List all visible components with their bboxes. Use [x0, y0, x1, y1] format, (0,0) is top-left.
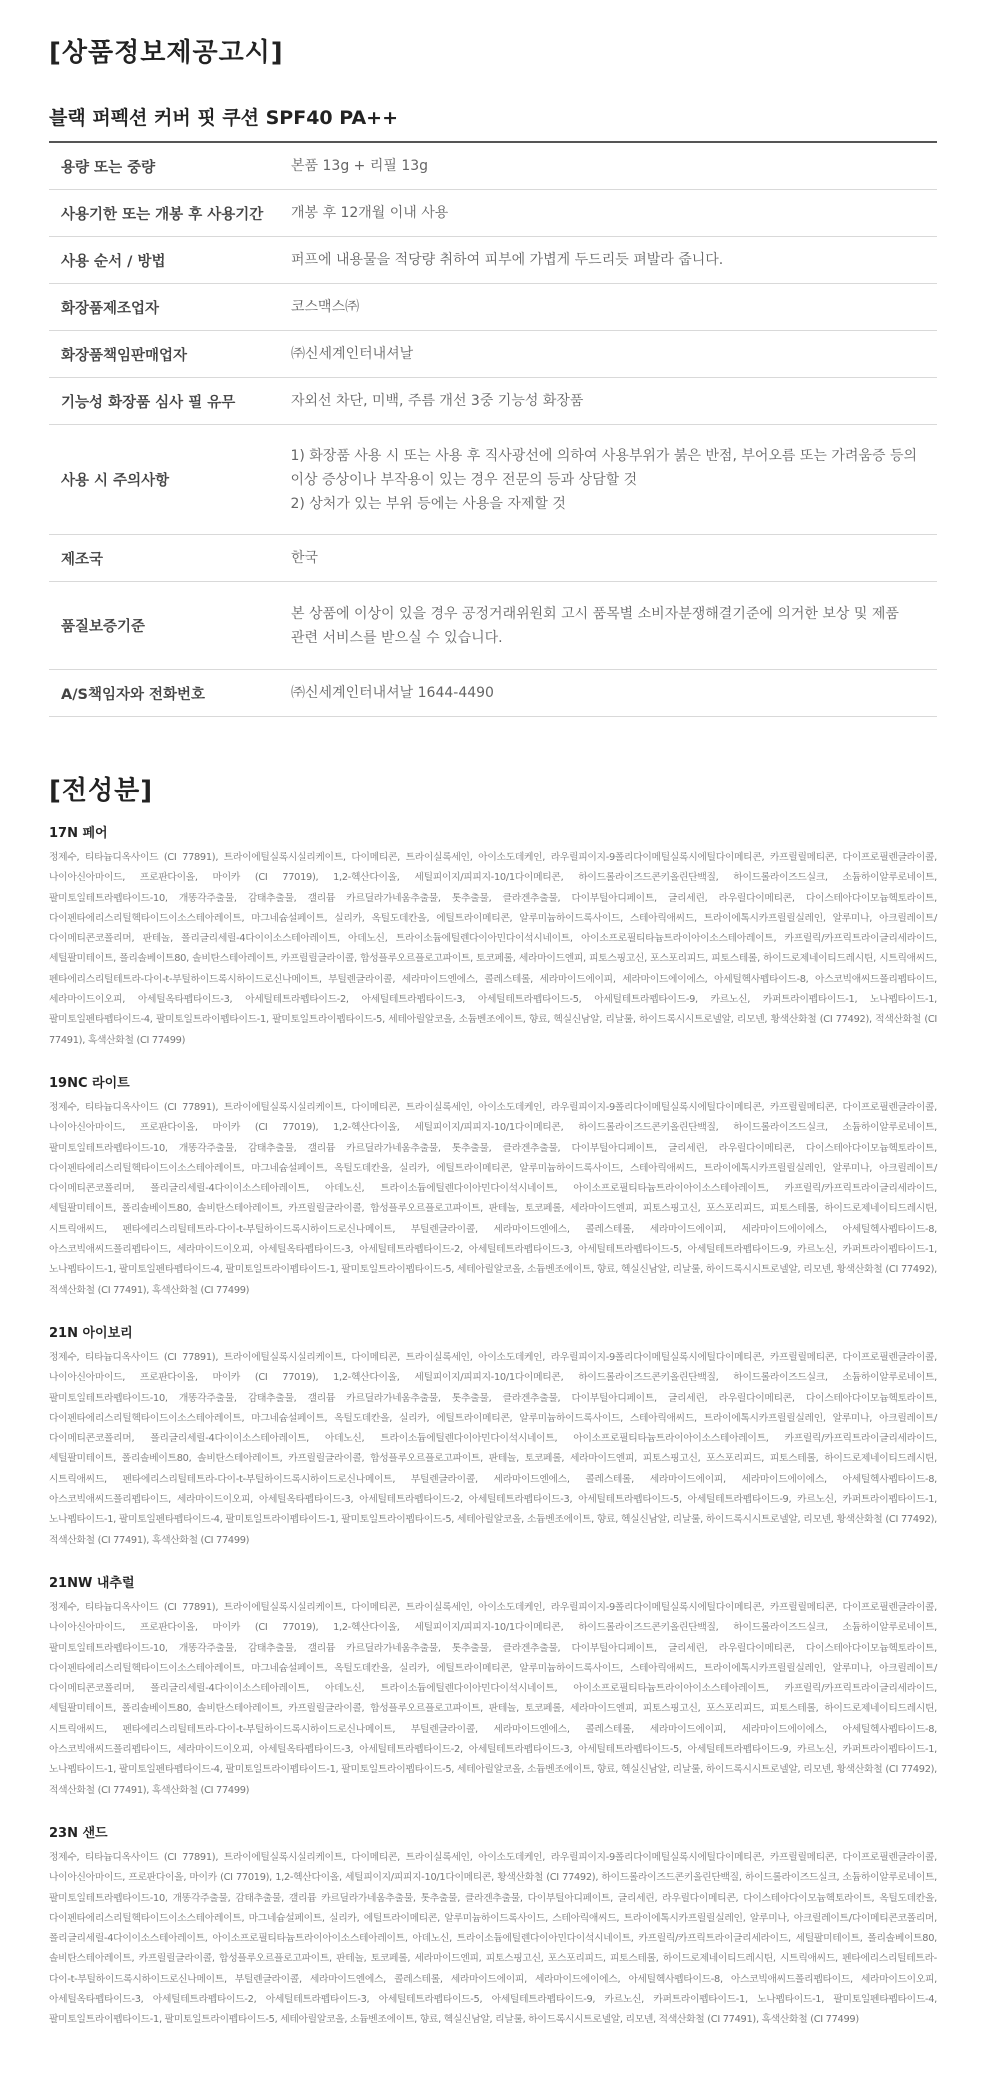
- value-line: 자외선 차단, 미백, 주름 개선 3중 기능성 화장품: [291, 393, 584, 409]
- value-line: 퍼프에 내용물을 적당량 취하여 피부에 가볍게 두드리듯 펴발라 줍니다.: [291, 252, 724, 268]
- value-line: 이상 증상이나 부작용이 있는 경우 전문의 등과 상담할 것: [290, 471, 638, 488]
- shade-name: 17N 페어: [49, 826, 108, 841]
- info-row-value: [279, 295, 937, 319]
- info-row-label: 사용 순서 / 방법: [61, 253, 166, 270]
- ingredient-list: 정제수, 티타늄디옥사이드 (CI 77891), 트라이에틸실록시실리케이트, 다이메티콘, 트라이실록세인, 아이소도데케인, 라우릴피이지-9폴리다이메틸실록시에틸다이메티콘, 카프릴릴메티콘, 다이프로필렌글라이콜, 나이아신아마이드, 프로판다이올, 마이카 (CI 77019), 1,2-헥산다이올, 세틸피이지/피피지-10/1다이메티콘, 하이드롤라이즈드콘키올린단백질, 하이드롤라이즈드실크, 소듐하이알루로네이트, 팔미토일테트라펩타이드-10, 개똥각주출물, 감태추출물, 갤리뮴 카르딜라가네움추출물, 톳추출물, 클라겐추출물, 다이부틸아디페이트, 글리세린, 라우릴다이메티콘, 다이스테아다이모늄헥토라이트, 다이펜타에리스리틸헥타이드이소스테아레이트, 마그네슘설페이트, 실리카, 옥틸도데칸올, 에틸트라이메티콘, 알루미늄하이드록사이드, 스테아릭애씨드, 트라이에톡시카프릴릴실레인, 알루미나, 아크릴레이트/다이메티콘코폴리머, 판테놀, 폴리글리세릴-4다이이소스테아레이트, 아데노신, 트라이소듐에틸렌다이아민다이석시네이트, 아이소프로필티타늄트라이아이소스테아레이트, 카프릴릭/카프릭트라이글리세라이드, 세틸팔미테이트, 폴리솔베이트80, 솔비탄스테아레이트, 카프릴릴글라이콜, 합성플루오르플로고파이트, 토코페롤, 세라마이드엔피, 피토스핑고신, 포스포리피드, 피토스테롤, 하이드로제네이티드레시틴, 시트릭애씨드, 펜타에리스리틸테트라-다이-t-부틸하이드록시하이드로신나메이트, 부틸렌글라이콜, 세라마이드엔에스, 콜레스테롤, 세라마이드에이피, 세라마이드에이에스, 아세틸헥사펩타이드-8, 아스코빅애씨드폴리펩타이드, 세라마이드이오피, 아세틸옥타펩타이드-3, 아세틸테트라펩타이드-2, 아세틸테트라펩타이드-3, 아세틸테트라펩타이드-5, 아세틸테트라펩타이드-9, 카르노신, 카퍼트라이펩타이드-1, 노나펩타이드-1, 팔미토일펜타펩타이드-4, 팔미토일트라이펩타이드-1, 팔미토일트라이펩타이드-5, 세테아릴알코올, 소듐벤조에이트, 향료, 헥실신남알, 리날룰, 하이드록시시트로넬알, 리모넨, 황색산화철 (CI 77492), 적색산화철 (CI 77491), 흑색산화철 (CI 77499): [49, 852, 937, 1046]
- info-row-warranty: [49, 582, 937, 670]
- shade-name: 19NC 라이트: [49, 1076, 130, 1091]
- info-row-caution: [49, 425, 937, 535]
- info-row-usage: [49, 237, 937, 284]
- info-row-origin: [49, 535, 937, 582]
- info-row-value: [279, 342, 937, 366]
- info-row-manufacturer: [49, 284, 937, 331]
- product-info-table: [49, 141, 937, 717]
- ingredient-list: 정제수, 티타늄디옥사이드 (CI 77891), 트라이에틸실록시실리케이트, 다이메티콘, 트라이실록세인, 아이소도데케인, 라우릴피이지-9폴리다이메틸실록시에틸다이메티콘, 카프릴릴메티콘, 다이프로필렌글라이콜, 나이아신아마이드, 프로판다이올, 마이카 (CI 77019), 1,2-헥산다이올, 세틸피이지/피피지-10/1다이메티콘, 황색산화철 (CI 77492), 하이드롤라이즈드콘키올린단백질, 하이드롤라이즈드실크, 소듐하이알루로네이트, 팔미토일테트라펩타이드-10, 개똥각주출물, 감태추출물, 갤리뮴 카르딜라가네움추출물, 톳추출물, 클라겐추출물, 다이부틸아디페이트, 글리세린, 라우릴다이메티콘, 다이스테아다이모늄헥토라이트, 옥틸도데칸올, 다이펜타에리스리틸헥타이드이소스테아레이트, 마그네슘설페이트, 실리카, 에틸트라이메티콘, 알루미늄하이드록사이드, 스테아릭애씨드, 트라이에톡시카프릴릴실레인, 알루미나, 아크릴레이트/다이메티콘코폴리머, 폴리글리세릴-4다이이소스테아레이트, 아이소프로필티타늄트라이아이소스테아레이트, 아데노신, 트라이소듐에틸렌다이아민다이석시네이트, 카프릴릭/카프릭트라이글리세라이드, 세틸팔미테이트, 폴리솔베이트80, 솔비탄스테아레이트, 카프릴릴글라이콜, 합성플루오르플로고파이트, 판테놀, 토코페롤, 세라마이드엔피, 피토스핑고신, 포스포리피드, 피토스테롤, 하이드로제네이티드레시틴, 시트릭애씨드, 펜타에리스리틸테트라-다이-t-부틸하이드록시하이드로신나메이트, 부틸렌글라이콜, 세라마이드엔에스, 콜레스테롤, 세라마이드에이피, 세라마이드에이에스, 아세틸헥사펩타이드-8, 아스코빅애씨드폴리펩타이드, 세라마이드이오피, 아세틸옥타펩타이드-3, 아세틸테트라펩타이드-2, 아세틸테트라펩타이드-3, 아세틸테트라펩타이드-5, 아세틸테트라펩타이드-9, 카르노신, 카퍼트라이펩타이드-1, 노나펩타이드-1, 팔미토일펜타펩타이드-4, 팔미토일트라이펩타이드-1, 팔미토일트라이펩타이드-5, 세테아릴알코올, 소듐벤조에이트, 향료, 헥실신남알, 리날룰, 하이드록시시트로넬알, 리모넨, 적색산화철 (CI 77491), 흑색산화철 (CI 77499): [49, 1852, 937, 2026]
- ingredient-list: 정제수, 티타늄디옥사이드 (CI 77891), 트라이에틸실록시실리케이트, 다이메티콘, 트라이실록세인, 아이소도데케인, 라우릴피이지-9폴리다이메틸실록시에틸다이메티콘, 카프릴릴메티콘, 다이프로필렌글라이콜, 나이아신아마이드, 프로판다이올, 마이카 (CI 77019), 1,2-헥산다이올, 세틸피이지/피피지-10/1다이메티콘, 하이드롤라이즈드콘키올린단백질, 하이드롤라이즈드실크, 소듐하이알루로네이트, 팔미토일테트라펩타이드-10, 개똥각주출물, 감태추출물, 갤리뮴 카르딜라가네움추출물, 톳추출물, 클라겐추출물, 다이부틸아디페이트, 글리세린, 라우릴다이메티콘, 다이스테아다이모늄헥토라이트, 다이펜타에리스리틸헥타이드이소스테아레이트, 마그네슘설페이트, 옥틸도데칸올, 실리카, 에틸트라이메티콘, 알루미늄하이드록사이드, 스테아릭애씨드, 트라이에톡시카프릴릴실레인, 알루미나, 아크릴레이트/다이메티콘코폴리머, 폴리글리세릴-4다이이소스테아레이트, 아데노신, 트라이소듐에틸렌다이아민다이석시네이트, 아이소프로필티타늄트라이아이소스테아레이트, 카프릴릭/카프릭트라이글리세라이드, 세틸팔미테이트, 폴리솔베이트80, 솔비탄스테아레이트, 카프릴릴글라이콜, 합성플루오르플로고파이트, 판테놀, 토코페롤, 세라마이드엔피, 피토스핑고신, 포스포리피드, 피토스테롤, 하이드로제네이티드레시틴, 시트릭애씨드, 펜타에리스리틸테트라-다이-t-부틸하이드록시하이드로신나메이트, 부틸렌글라이콜, 세라마이드엔에스, 콜레스테롤, 세라마이드에이피, 세라마이드에이에스, 아세틸헥사펩타이드-8, 아스코빅애씨드폴리펩타이드, 세라마이드이오피, 아세틸옥타펩타이드-3, 아세틸테트라펩타이드-2, 아세틸테트라펩타이드-3, 아세틸테트라펩타이드-5, 아세틸테트라펩타이드-9, 카르노신, 카퍼트라이펩타이드-1, 노나펩타이드-1, 팔미토일펜타펩타이드-4, 팔미토일트라이펩타이드-1, 팔미토일트라이펩타이드-5, 세테아릴알코올, 소듐벤조에이트, 향료, 헥실신남알, 리날룰, 하이드록시시트로넬알, 리모넨, 황색산화철 (CI 77492), 적색산화철 (CI 77491), 흑색산화철 (CI 77499): [49, 1352, 937, 1546]
- info-row-label: 사용 시 주의사항: [61, 473, 170, 489]
- ingredient-block-17n: [49, 823, 937, 1051]
- ingredient-list: 정제수, 티타늄디옥사이드 (CI 77891), 트라이에틸실록시실리케이트, 다이메티콘, 트라이실록세인, 아이소도데케인, 라우릴피이지-9폴리다이메틸실록시에틸다이메티콘, 카프릴릴메티콘, 다이프로필렌글라이콜, 나이아신아마이드, 프로판다이올, 마이카 (CI 77019), 1,2-헥산다이올, 세틸피이지/피피지-10/1다이메티콘, 하이드롤라이즈드콘키올린단백질, 하이드롤라이즈드실크, 소듐하이알루로네이트, 팔미토일테트라펩타이드-10, 개똥각주출물, 감태추출물, 갤리뮴 카르딜라가네움추출물, 톳추출물, 클라겐추출물, 다이부틸아디페이트, 글리세린, 라우릴다이메티콘, 다이스테아다이모늄헥토라이트, 다이펜타에리스리틸헥타이드이소스테아레이트, 마그네슘설페이트, 옥틸도데칸올, 실리카, 에틸트라이메티콘, 알루미늄하이드록사이드, 스테아릭애씨드, 트라이에톡시카프릴릴실레인, 알루미나, 아크릴레이트/다이메티콘코폴리머, 폴리글리세릴-4다이이소스테아레이트, 아데노신, 트라이소듐에틸렌다이아민다이석시네이트, 아이소프로필티타늄트라이아이소스테아레이트, 카프릴릭/카프릭트라이글리세라이드, 세틸팔미테이트, 폴리솔베이트80, 솔비탄스테아레이트, 카프릴릴글라이콜, 합성플루오르플로고파이트, 판테놀, 토코페롤, 세라마이드엔피, 피토스핑고신, 포스포리피드, 피토스테롤, 하이드로제네이티드레시틴, 시트릭애씨드, 펜타에리스리틸테트라-다이-t-부틸하이드록시하이드로신나메이트, 부틸렌글라이콜, 세라마이드엔에스, 콜레스테롤, 세라마이드에이피, 세라마이드에이에스, 아세틸헥사펩타이드-8, 아스코빅애씨드폴리펩타이드, 세라마이드이오피, 아세틸옥타펩타이드-3, 아세틸테트라펩타이드-2, 아세틸테트라펩타이드-3, 아세틸테트라펩타이드-5, 아세틸테트라펩타이드-9, 카르노신, 카퍼트라이펩타이드-1, 노나펩타이드-1, 팔미토일펜타펩타이드-4, 팔미토일트라이펩타이드-1, 팔미토일트라이펩타이드-5, 세테아릴알코올, 소듐벤조에이트, 향료, 헥실신남알, 리날룰, 하이드록시시트로넬알, 리모넨, 황색산화철 (CI 77492), 적색산화철 (CI 77491), 흑색산화철 (CI 77499): [49, 1102, 937, 1296]
- info-row-expiry: [49, 190, 937, 237]
- ingredient-block-19nc: [49, 1073, 937, 1301]
- info-row-value: [279, 201, 937, 225]
- notice-title: [상품정보제공고시]: [49, 38, 284, 68]
- info-row-label: 화장품책임판매업자: [61, 347, 188, 364]
- value-line: 1) 화장품 사용 시 또는 사용 후 직사광선에 의하여 사용부위가 붉은 반점, 부어오름 또는 가려움증 등의: [290, 447, 917, 464]
- value-line: 관련 서비스를 받으실 수 있습니다.: [291, 629, 503, 646]
- shade-name: 21N 아이보리: [49, 1326, 133, 1341]
- ingredient-block-21nw: [49, 1573, 937, 1801]
- info-row-label: 용량 또는 중량: [61, 159, 156, 176]
- info-row-value: [279, 154, 937, 178]
- info-row-functional: [49, 378, 937, 425]
- product-name: 블랙 퍼펙션 커버 핏 쿠션 SPF40 PA++: [49, 107, 398, 129]
- value-line: 본품 13g + 리필 13g: [291, 158, 429, 174]
- info-row-value: [278, 444, 937, 516]
- info-row-value: [279, 681, 937, 705]
- ingredients-title: [전성분]: [49, 776, 154, 806]
- value-line: ㈜신세계인터내셔날 1644-4490: [291, 685, 494, 701]
- info-row-label: A/S책임자와 전화번호: [61, 686, 206, 703]
- value-line: 개봉 후 12개월 이내 사용: [291, 205, 449, 221]
- value-line: ㈜신세계인터내셔날: [291, 346, 414, 362]
- info-row-seller: [49, 331, 937, 378]
- info-row-label: 제조국: [61, 551, 104, 568]
- ingredient-block-21n: [49, 1323, 937, 1551]
- shade-name: 21NW 내추럴: [49, 1576, 135, 1591]
- value-line: 2) 상처가 있는 부위 등에는 사용을 자제할 것: [290, 495, 566, 512]
- value-line: 코스맥스㈜: [291, 299, 360, 315]
- info-row-as-contact: [49, 670, 937, 717]
- info-row-capacity: [49, 143, 937, 190]
- info-row-value: [279, 546, 937, 570]
- ingredient-list: 정제수, 티타늄디옥사이드 (CI 77891), 트라이에틸실록시실리케이트, 다이메티콘, 트라이실록세인, 아이소도데케인, 라우릴피이지-9폴리다이메틸실록시에틸다이메티콘, 카프릴릴메티콘, 다이프로필렌글라이콜, 나이아신아마이드, 프로판다이올, 마이카 (CI 77019), 1,2-헥산다이올, 세틸피이지/피피지-10/1다이메티콘, 하이드롤라이즈드콘키올린단백질, 하이드롤라이즈드실크, 소듐하이알루로네이트, 팔미토일테트라펩타이드-10, 개똥각주출물, 감태추출물, 갤리뮴 카르딜라가네움추출물, 톳추출물, 클라겐추출물, 다이부틸아디페이트, 글리세린, 라우릴다이메티콘, 다이스테아다이모늄헥토라이트, 다이펜타에리스리틸헥타이드이소스테아레이트, 마그네슘설페이트, 옥틸도데칸올, 실리카, 에틸트라이메티콘, 알루미늄하이드록사이드, 스테아릭애씨드, 트라이에톡시카프릴릴실레인, 알루미나, 아크릴레이트/다이메티콘코폴리머, 폴리글리세릴-4다이이소스테아레이트, 아데노신, 트라이소듐에틸렌다이아민다이석시네이트, 아이소프로필티타늄트라이아이소스테아레이트, 카프릴릭/카프릭트라이글리세라이드, 세틸팔미테이트, 폴리솔베이트80, 솔비탄스테아레이트, 카프릴릴글라이콜, 합성플루오르플로고파이트, 판테놀, 토코페롤, 세라마이드엔피, 피토스핑고신, 포스포리피드, 피토스테롤, 하이드로제네이티드레시틴, 시트릭애씨드, 펜타에리스리틸테트라-다이-t-부틸하이드록시하이드로신나메이트, 부틸렌글라이콜, 세라마이드엔에스, 콜레스테롤, 세라마이드에이피, 세라마이드에이에스, 아세틸헥사펩타이드-8, 아스코빅애씨드폴리펩타이드, 세라마이드이오피, 아세틸옥타펩타이드-3, 아세틸테트라펩타이드-2, 아세틸테트라펩타이드-3, 아세틸테트라펩타이드-5, 아세틸테트라펩타이드-9, 카르노신, 카퍼트라이펩타이드-1, 노나펩타이드-1, 팔미토일펜타펩타이드-4, 팔미토일트라이펩타이드-1, 팔미토일트라이펩타이드-5, 세테아릴알코올, 소듐벤조에이트, 향료, 헥실신남알, 리날룰, 하이드록시시트로넬알, 리모넨, 황색산화철 (CI 77492), 적색산화철 (CI 77491), 흑색산화철 (CI 77499): [49, 1602, 937, 1796]
- value-line: 한국: [291, 550, 319, 566]
- info-row-label: 사용기한 또는 개봉 후 사용기간: [61, 206, 264, 223]
- info-row-label: 기능성 화장품 심사 필 유무: [61, 394, 236, 411]
- ingredient-block-23n: [49, 1823, 937, 2031]
- info-row-label: 화장품제조업자: [61, 300, 160, 317]
- info-row-label: 품질보증기준: [61, 619, 146, 635]
- info-row-value: [279, 248, 937, 272]
- info-row-value: [279, 602, 937, 650]
- value-line: 본 상품에 이상이 있을 경우 공정거래위원회 고시 품목별 소비자분쟁해결기준에 의거한 보상 및 제품: [291, 605, 899, 622]
- shade-name: 23N 샌드: [49, 1826, 108, 1841]
- info-row-value: [279, 389, 937, 413]
